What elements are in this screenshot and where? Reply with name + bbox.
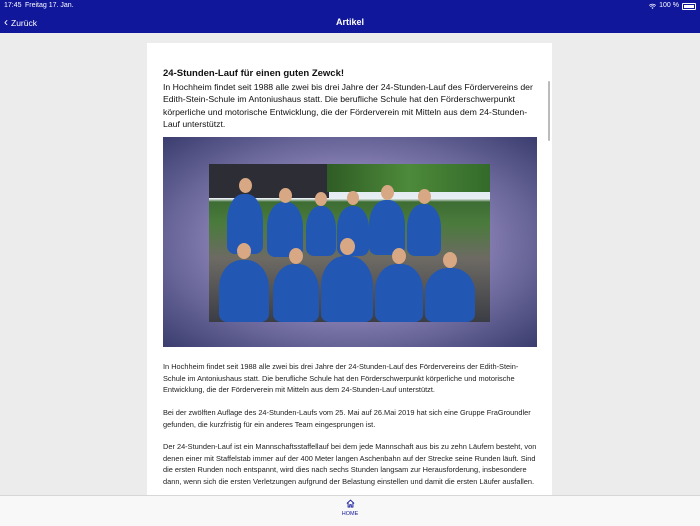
article-paragraph: Bei der zwölften Auflage des 24-Stunden-Laufs vom 25. Mai auf 26.Mai 2019 hat sich eine Gruppe FraGroundler gefunden, die kurzfristig für ein anderes Team eingesprungen ist. <box>163 408 531 429</box>
scrollbar[interactable] <box>548 81 550 141</box>
status-bar <box>0 0 700 12</box>
status-time: 17:45 <box>4 2 22 9</box>
content-scroll-area[interactable] <box>0 33 700 495</box>
article-lead: In Hochheim findet seit 1988 alle zwei bis drei Jahre der 24-Stunden-Lauf des Fördervereins der Edith-Stein-Schule im Antoniushaus statt. Die berufliche Schule hat den Förderschwerpunkt körperliche und motorische Entwicklung, die der Förderverein mit Mitteln aus dem 24-Stunden-Lauf unterstützt. <box>163 82 533 129</box>
wifi-icon <box>649 3 656 10</box>
page-title: Artikel <box>335 17 364 27</box>
status-right <box>649 0 696 12</box>
back-button-label: Zurück <box>11 17 37 28</box>
article-title: 24-Stunden-Lauf für einen guten Zewck! <box>163 68 345 79</box>
battery-icon <box>682 3 696 10</box>
article-photo <box>209 164 490 322</box>
status-date: Freitag 17. Jan. <box>25 2 74 9</box>
battery-percentage: 100 % <box>659 2 679 9</box>
tab-home[interactable] <box>334 499 366 523</box>
home-icon <box>346 499 355 508</box>
tab-home-label: HOME <box>341 511 359 517</box>
article-image-frame <box>163 137 537 347</box>
tab-bar <box>0 495 700 526</box>
article-paragraph: Der 24-Stunden-Lauf ist ein Mannschaftsstaffellauf bei dem jede Mannschaft aus bis zu zehn Läufern besteht, von denen einer mit Staffelstab immer auf der 400 Meter langen Aschenbahn auf der Strecke seine Runden läuft. Sind die ersten Runden noch entspannt, wird dies nach sechs Stunden langsam zur Herausforderung, insbesondere dann, wenn sich die ersten Verletzungen aufgrund der Belastung einstellen und damit die ersten Läufer ausfallen. <box>163 442 537 487</box>
article-paragraph: In Hochheim findet seit 1988 alle zwei bis drei Jahre der 24-Stunden-Lauf des Fördervereins der Edith-Stein-Schule im Antoniushaus statt. Die berufliche Schule hat den Förderschwerpunkt körperliche und motorische Entwicklung, die der Förderverein mit Mitteln aus dem 24-Stunden-Lauf unterstützt. <box>163 362 519 395</box>
article-card <box>147 43 552 495</box>
chevron-left-icon: ‹ <box>4 15 8 29</box>
navigation-bar <box>0 12 700 33</box>
